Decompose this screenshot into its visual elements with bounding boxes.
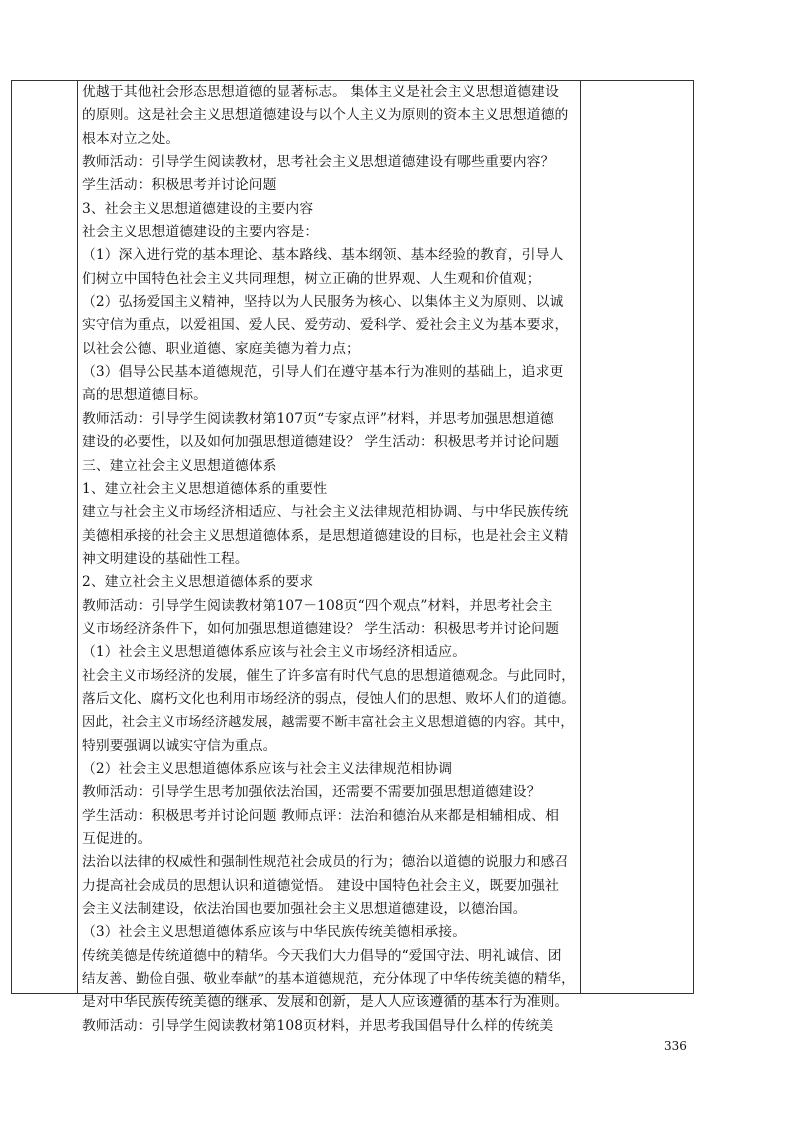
text-line: 三、建立社会主义思想道德体系 [82, 457, 277, 474]
column-divider-right [580, 81, 581, 993]
text-line: 落后文化、腐朽文化也利用市场经济的弱点，侵蚀人们的思想、败坏人们的道德。 [82, 690, 575, 707]
text-line: 社会主义市场经济的发展，催生了许多富有时代气息的思想道德观念。与此同时， [82, 667, 575, 684]
text-line: 教师活动：引导学生阅读教材，思考社会主义思想道德建设有哪些重要内容？ [82, 154, 555, 171]
text-line: （3）倡导公民基本道德规范，引导人们在遵守基本行为准则的基础上，追求更 [82, 364, 564, 381]
text-line: 教师活动：引导学生思考加强依法治国，还需要不需要加强思想道德建设？ [82, 784, 541, 801]
text-line: 1、建立社会主义思想道德体系的重要性 [82, 480, 328, 497]
page-number: 336 [664, 1039, 687, 1053]
text-line: 以社会公德、职业道德、家庭美德为着力点； [82, 340, 360, 357]
text-line: 根本对立之处。 [82, 130, 180, 147]
text-line: 们树立中国特色社会主义共同理想，树立正确的世界观、人生观和价值观； [82, 270, 541, 287]
document-table [11, 80, 694, 1034]
text-line: 力提高社会成员的思想认识和道德觉悟。 建设中国特色社会主义，既要加强社 [82, 877, 559, 894]
text-line: 结友善、勤俭自强、敬业奉献”的基本道德规范，充分体现了中华传统美德的精华， [82, 972, 575, 988]
text-line: 学生活动：积极思考并讨论问题 教师点评：法治和德治从来都是相辅相成、相 [82, 807, 559, 824]
text-line: （1）深入进行党的基本理论、基本路线、基本纲领、基本经验的教育，引导人 [82, 247, 564, 264]
text-line: 教师活动：引导学生阅读教材第107－108页“四个观点”材料，并思考社会主 [82, 597, 553, 614]
text-line: （1）社会主义思想道德体系应该与社会主义市场经济相适应。 [82, 644, 467, 661]
text-line: 因此，社会主义市场经济越发展，越需要不断丰富社会主义思想道德的内容。其中， [82, 715, 574, 731]
text-line: 实守信为重点，以爱祖国、爱人民、爱劳动、爱科学、爱社会主义为基本要求， [82, 317, 569, 334]
text-line: 传统美德是传统道德中的精华。今天我们大力倡导的“爱国守法、明礼诚信、团 [82, 947, 562, 964]
content-cell [82, 81, 578, 1034]
column-divider-left [77, 81, 78, 993]
text-line: （2）弘扬爱国主义精神，坚持以为人民服务为核心、以集体主义为原则、以诚 [82, 294, 564, 311]
text-line: 特别要强调以诚实守信为重点。 [82, 737, 277, 754]
text-line: 建立与社会主义市场经济相适应、与社会主义法律规范相协调、与中华民族传统 [82, 504, 569, 521]
text-line: 教师活动：引导学生阅读教材第108页材料，并思考我国倡导什么样的传统美 [82, 1017, 554, 1034]
text-line: （3）社会主义思想道德体系应该与中华民族传统美德相承接。 [82, 924, 467, 941]
text-line: 教师活动：引导学生阅读教材第107页“专家点评”材料，并思考加强思想道德 [82, 410, 554, 427]
text-line: 2、建立社会主义思想道德体系的要求 [82, 574, 314, 591]
text-line: 学生活动：积极思考并讨论问题 [82, 177, 277, 194]
text-line: 建设的必要性，以及如何加强思想道德建设？ 学生活动：积极思考并讨论问题 [82, 434, 559, 451]
text-line: 美德相承接的社会主义思想道德体系，是思想道德建设的目标，也是社会主义精 [82, 527, 569, 544]
text-line: 社会主义思想道德建设的主要内容是： [82, 224, 319, 241]
text-line: 3、社会主义思想道德建设的主要内容 [82, 200, 314, 217]
text-line: 高的思想道德目标。 [82, 387, 208, 404]
text-line: （2）社会主义思想道德体系应该与社会主义法律规范相协调 [82, 760, 453, 777]
text-line: 法治以法律的权威性和强制性规范社会成员的行为；德治以道德的说服力和感召 [82, 854, 569, 871]
text-line: 优越于其他社会形态思想道德的显著标志。 集体主义是社会主义思想道德建设 [82, 84, 559, 100]
text-line: 会主义法制建设，依法治国也要加强社会主义思想道德建设，以德治国。 [82, 901, 527, 918]
text-line: 的原则。这是社会主义思想道德建设与以个人主义为原则的资本主义思想道德的 [82, 107, 569, 124]
text-line: 神文明建设的基础性工程。 [82, 550, 249, 567]
text-line: 互促进的。 [82, 831, 152, 847]
text-line: 义市场经济条件下，如何加强思想道德建设？ 学生活动：积极思考并讨论问题 [82, 620, 559, 637]
text-line: 是对中华民族传统美德的继承、发展和创新，是人人应该遵循的基本行为准则。 [82, 994, 569, 1011]
